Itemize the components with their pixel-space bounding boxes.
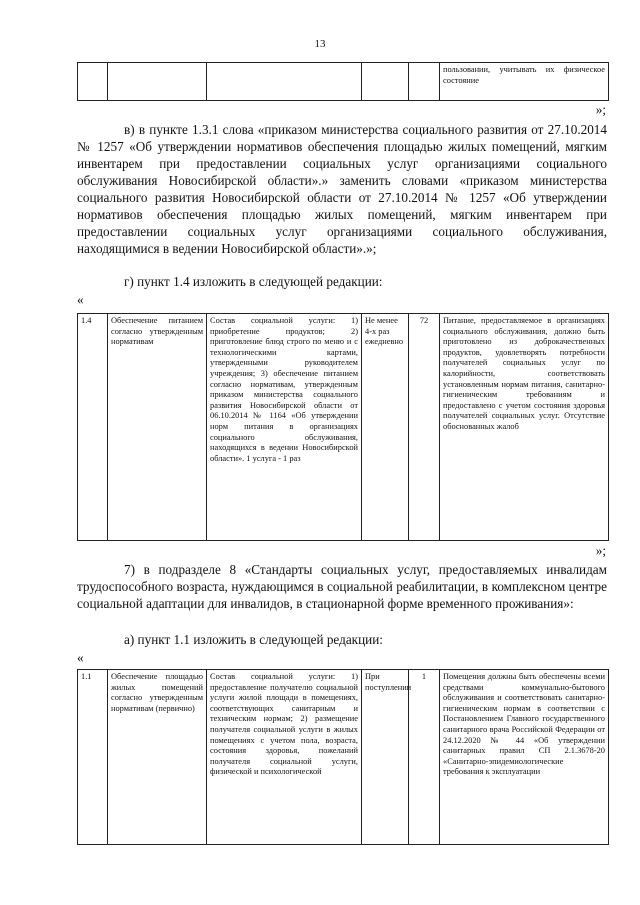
quality-cell: пользовании, учитывать их физическое состояние (440, 63, 609, 101)
empty-cell (108, 63, 207, 101)
service-content: Состав социальной услуги: 1) предоставление получателю социальной услуги жилой площади в помещениях, соответствующих санитарным и техническим нормам; 2) размещение получателя социальной услуги в жилых помещениях с учетом пола, возраста, состояния здоровья, пожеланий получателя социальной услуги, физической и психологической (207, 670, 362, 845)
service-name: Обеспечение питанием согласно утвержденным нормативам (108, 314, 207, 541)
service-content: Состав социальной услуги: 1) приобретение продуктов; 2) приготовление блюд строго по меню и с технологическими картами, утвержденными руководителем учреждения; 3) обеспечение питанием согласно нормативам, утвержденным приказом министерства социального развития Новосибирской области от 06.10.2014 № 1164 «Об утверждении норм питания в организациях социального обслуживания, находящихся в ведении Новосибирской области». 1 услуга - 1 раз (207, 314, 362, 541)
open-quote: « (77, 292, 84, 307)
close-quote: »; (595, 102, 606, 117)
paragraph-a: а) пункт 1.1 изложить в следующей редакции: (124, 632, 383, 647)
table-item-1-4 (77, 313, 609, 541)
empty-cell (78, 63, 108, 101)
top-table-fragment (77, 62, 609, 101)
item-number: 1.1 (78, 670, 108, 845)
empty-cell (207, 63, 362, 101)
service-quality: Помещения должны быть обеспечены всеми средствами коммунально-бытового обслуживания и соответствовать санитарно-гигиеническим нормам в соответствии с Постановлением Главного государственного санитарного врача Российской Федерации от 24.12.2020 № 44 «Об утверждении санитарных правил СП 2.1.3678-20 «Санитарно-эпидемиологические требования к эксплуатации (440, 670, 609, 845)
empty-cell (362, 63, 409, 101)
service-frequency: Не менее 4-х раз ежедневно (362, 314, 409, 541)
item-number: 1.4 (78, 314, 108, 541)
table-item-1-1 (77, 669, 609, 845)
close-quote: »; (595, 543, 606, 558)
paragraph-g: г) пункт 1.4 изложить в следующей редакции: (124, 274, 383, 289)
paragraph-7: 7) в подразделе 8 «Стандарты социальных услуг, предоставляемых инвалидам трудоспособного возраста, нуждающимся в социальной реабилитации, в комплексном центре социальной адаптации для инвалидов, в стационарной форме временного проживания»: (77, 562, 607, 611)
page-number: 13 (314, 38, 326, 50)
service-term: 1 (409, 670, 440, 845)
service-frequency: При поступлении (362, 670, 409, 845)
service-name: Обеспечение площадью жилых помещений согласно утвержденным нормативам (первично) (108, 670, 207, 845)
service-term: 72 (409, 314, 440, 541)
paragraph-v: в) в пункте 1.3.1 слова «приказом министерства социального развития от 27.10.2014 № 1257 «Об утверждении нормативов обеспечения площадью жилых помещений, мягким инвентарем при предоставлении социальных услуг организациями социального обслуживания Новосибирской области».» заменить словами «приказом министерства социального развития Новосибирской области от 27.10.2014 № 1257 «Об утверждении нормативов обеспечения площадью жилых помещений, мягким инвентарем при предоставлении социальных услуг организациями социального обслуживания, находящимися в ведении Новосибирской области».»; (77, 122, 607, 256)
service-quality: Питание, предоставляемое в организациях социального обслуживания, должно быть приготовлено из доброкачественных продуктов, удовлетворять потребности получателей социальных услуг по калорийности, соответствовать установленным нормам питания, санитарно-гигиеническим требованиям и предоставлено с учетом состояния здоровья получателей социальных услуг. Отсутствие обоснованных жалоб (440, 314, 609, 541)
open-quote: « (77, 650, 84, 665)
empty-cell (409, 63, 440, 101)
